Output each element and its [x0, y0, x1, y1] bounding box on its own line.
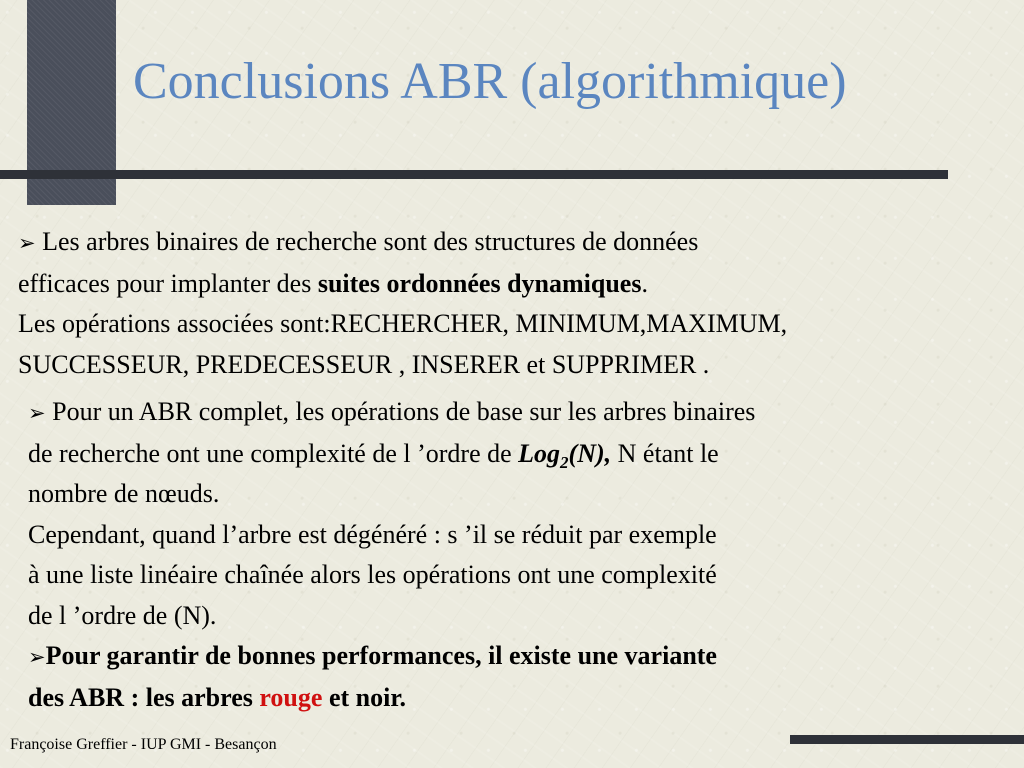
paragraph-1 — [18, 222, 787, 385]
p1-line-2: efficaces pour implanter des suites ordonnées dynamiques. — [18, 268, 648, 298]
p2-line-2: de recherche ont une complexité de l ’ordre de Log$_2$(N), N étant le — [28, 438, 719, 472]
arrow-bullet-icon: ➢ — [28, 645, 46, 669]
p2-line-5: à une liste linéaire chaînée alors les opérations ont une complexité — [28, 560, 717, 589]
arrow-bullet-icon: ➢ — [18, 231, 36, 255]
arrow-bullet-icon: ➢ — [28, 401, 46, 425]
p3-line-1: ➢Pour garantir de bonnes performances, il existe une variante — [28, 641, 717, 670]
p2-line-3: nombre de nœuds. — [28, 479, 220, 508]
slide-footer: Françoise Greffier - IUP GMI - Besançon — [10, 736, 277, 753]
top-rule — [0, 170, 948, 179]
highlight-rouge: rouge — [259, 682, 323, 712]
p3-line-2: des ABR : les arbres rouge et noir. — [28, 682, 406, 712]
p2-line-6: de l ’ordre de (N). — [28, 600, 217, 630]
p2-line-4: Cependant, quand l’arbre est dégénéré : s ’il se réduit par exemple — [28, 519, 717, 549]
paragraph-2 — [28, 392, 755, 718]
log-term: Log$_2$(N), — [518, 438, 612, 472]
p1-line-4: SUCCESSEUR, PREDECESSEUR , INSERER et SUPPRIMER . — [18, 349, 710, 379]
highlight-suites: suites ordonnées dynamiques — [317, 268, 642, 298]
p1-line-1: ➢ Les arbres binaires de recherche sont des structures de données — [18, 227, 699, 256]
p1-line-3: Les opérations associées sont:RECHERCHER, MINIMUM,MAXIMUM, — [18, 309, 788, 338]
p2-line-1: ➢ Pour un ABR complet, les opérations de base sur les arbres binaires — [28, 397, 756, 426]
bottom-rule — [790, 735, 1024, 744]
slide-title: Conclusions ABR (algorithmique) — [133, 53, 847, 110]
